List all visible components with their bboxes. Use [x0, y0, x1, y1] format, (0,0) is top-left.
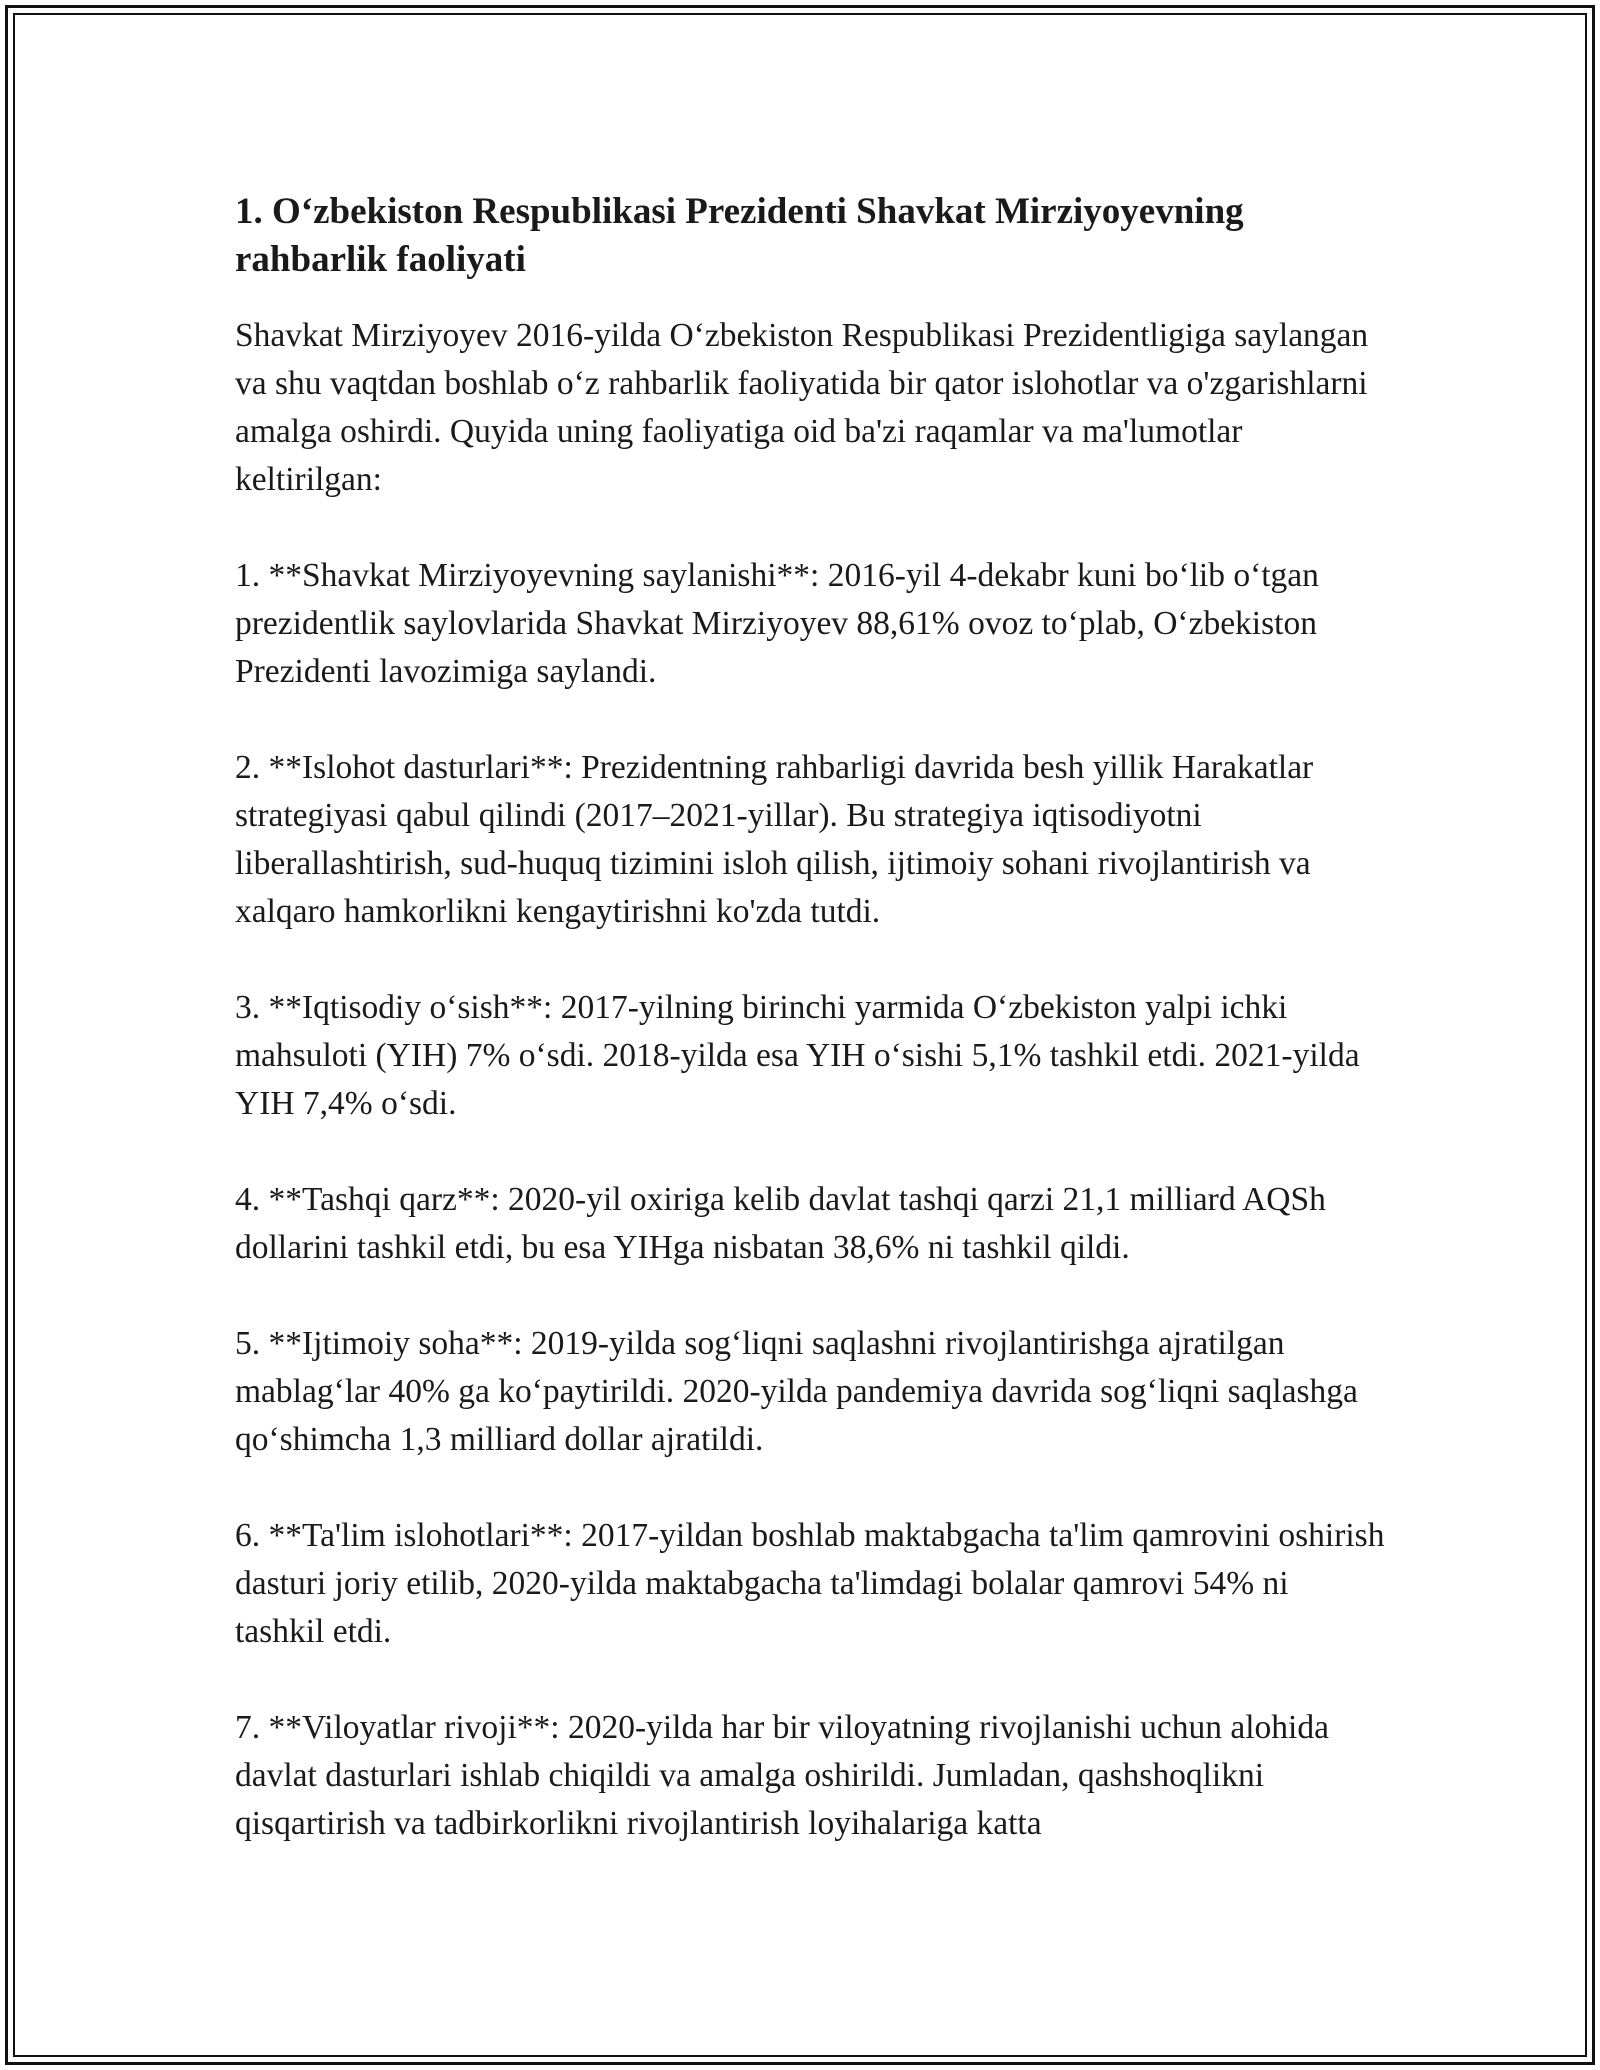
- list-item: 2. **Islohot dasturlari**: Prezidentning rahbarligi davrida besh yillik Harakatlar strategiyasi qabul qilindi (2017–2021-yillar). Bu strategiya iqtisodiyotni liberallashtirish, sud-huquq tizimini isloh qilish, ijtimoiy sohani rivojlantirish va xalqaro hamkorlikni kengaytirishni ko'zda tutdi.: [235, 749, 1314, 930]
- list-item: 6. **Ta'lim islohotlari**: 2017-yildan boshlab maktabgacha ta'lim qamrovini oshirish dasturi joriy etilib, 2020-yilda maktabgacha ta'limdagi bolalar qamrovi 54% ni tashkil etdi.: [235, 1517, 1385, 1650]
- list-item: 7. **Viloyatlar rivoji**: 2020-yilda har bir viloyatning rivojlanishi uchun alohida davlat dasturlari ishlab chiqildi va amalga oshirildi. Jumladan, qashshoqlikni qisqartirish va tadbirkorlikni rivojlantirish loyihalariga katta: [235, 1709, 1329, 1842]
- list-item: 5. **Ijtimoiy soha**: 2019-yilda sog‘liqni saqlashni rivojlantirishga ajratilgan mablag‘lar 40% ga ko‘paytirildi. 2020-yilda pandemiya davrida sog‘liqni saqlashga qo‘shimcha 1,3 milliard dollar ajratildi.: [235, 1325, 1358, 1458]
- document-title: 1. O‘zbekiston Respublikasi Prezidenti Shavkat Mirziyoyevning rahbarlik faoliyati: [235, 191, 1244, 280]
- list-item: 3. **Iqtisodiy o‘sish**: 2017-yilning birinchi yarmida O‘zbekiston yalpi ichki mahsuloti (YIH) 7% o‘sdi. 2018-yilda esa YIH o‘sishi 5,1% tashkil etdi. 2021-yilda YIH 7,4% o‘sdi.: [235, 989, 1360, 1122]
- intro-paragraph: Shavkat Mirziyoyev 2016-yilda O‘zbekiston Respublikasi Prezidentligiga saylangan va shu vaqtdan boshlab o‘z rahbarlik faoliyatida bir qator islohotlar va o'zgarishlarni amalga oshirdi. Quyida uning faoliyatiga oid ba'zi raqamlar va ma'lumotlar keltirilgan:: [235, 317, 1369, 498]
- list-item: 1. **Shavkat Mirziyoyevning saylanishi**: 2016-yil 4-dekabr kuni bo‘lib o‘tgan prezidentlik saylovlarida Shavkat Mirziyoyev 88,61% ovoz to‘plab, O‘zbekiston Prezidenti lavozimiga saylandi.: [235, 557, 1319, 690]
- document-body: [235, 188, 1385, 1896]
- list-item: 4. **Tashqi qarz**: 2020-yil oxiriga kelib davlat tashqi qarzi 21,1 milliard AQSh dollarini tashkil etdi, bu esa YIHga nisbatan 38,6% ni tashkil qildi.: [235, 1181, 1326, 1266]
